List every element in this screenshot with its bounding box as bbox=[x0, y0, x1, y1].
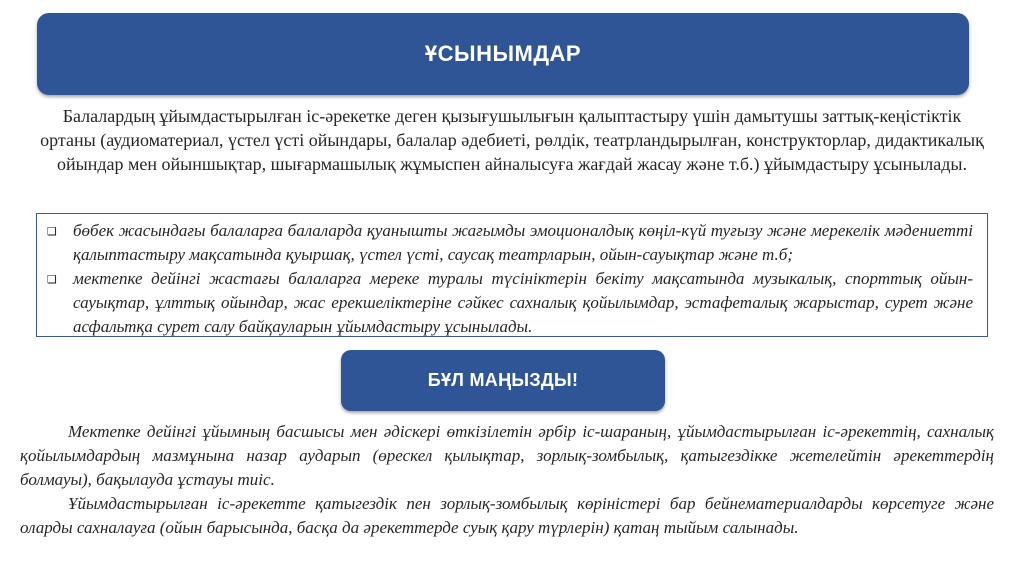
recommendation-list bbox=[36, 213, 988, 337]
closing-paragraph: Мектепке дейінгі ұйымның басшысы мен әдіскері өткізілетін әрбір іс-шараның, ұйымдастырылған іс-әрекеттің, сахналық қойылымдардың мазмұнына назар аударып (өрескел қылықтар, зорлық-зомбылық, қатыгездікке жетелейтін әрекеттердің болмауы), бақылауда ұстауы тиіс. bbox=[20, 422, 994, 489]
checkbox-bullet-icon: ❑ bbox=[47, 225, 57, 238]
list-item bbox=[47, 267, 973, 339]
intro-paragraph: Балалардың ұйымдастырылған іс-әрекетке деген қызығушылығын қалыптастыру үшін дамытушы заттық-кеңістіктік ортаны (аудиоматериал, үстел үсті ойындары, балалар әдебиеті, рөлдік, театрландырылған, конструкторлар, дидактикалық ойындар мен ойыншықтар, шығармашылық жұмыспен айналысуға жағдай жасау және т.б.) ұйымдастыру ұсынылады. bbox=[40, 106, 984, 174]
closing-text bbox=[20, 420, 994, 540]
list-item bbox=[47, 219, 973, 267]
important-label: БҰЛ МАҢЫЗДЫ! bbox=[427, 370, 579, 390]
checkbox-bullet-icon: ❑ bbox=[47, 273, 57, 286]
slide-title: ҰСЫНЫМДАР bbox=[424, 41, 582, 66]
closing-paragraph: Ұйымдастырылған іс-әрекетте қатыгездік пен зорлық-зомбылық көріністері бар бейнематериалдарды көрсетуге және оларды сахналауға (ойын барысында, басқа да әрекеттерде суық қару түрлерін) қатаң тыйым салынады. bbox=[20, 494, 994, 537]
list-item-text: бөбек жасындағы балаларға балаларда қуанышты жағымды эмоционалдық көңіл-күй туғызу және мерекелік мәдениетті қалыптастыру мақсатында қуыршақ, үстел үсті, саусақ театрларын, ойын-сауықтар және т.б; bbox=[73, 221, 973, 264]
title-banner bbox=[37, 13, 969, 95]
important-banner bbox=[341, 350, 665, 411]
list-item-text: мектепке дейінгі жастағы балаларға мереке туралы түсініктерін бекіту мақсатында музыкалық, спорттық ойын-сауықтар, ұлттық ойындар, жас ерекшеліктеріне сәйкес сахналық қойылымдар, эстафеталық жарыстар, сурет және асфальтқа сурет салу байқауларын ұйымдастыру ұсынылады. bbox=[73, 269, 973, 336]
